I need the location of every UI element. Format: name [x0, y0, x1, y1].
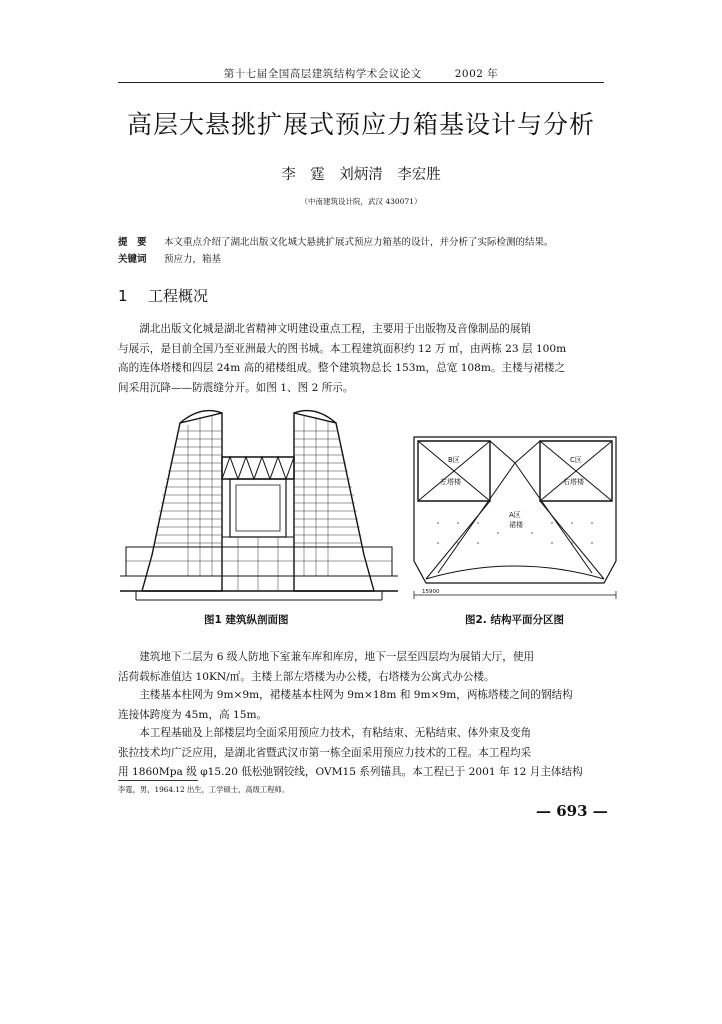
text-line: 活荷载标准值达 10KN/㎡。主楼上部左塔楼为办公楼，右塔楼为公寓式办公楼。 [118, 670, 495, 683]
affiliation: （中南建筑设计院，武汉 430071） [300, 197, 422, 206]
floor-lines [126, 415, 392, 591]
paragraph-2 [118, 648, 620, 687]
text-line: 湖北出版文化城是湖北省精神文明建设重点工程，主要用于出版物及音像制品的展销 [139, 323, 532, 335]
figure-1-section-drawing [118, 405, 400, 603]
figure-2-caption: 图2. 结构平面分区图 [465, 614, 564, 626]
footnote: 李霆，男，1964.12 出生，工学硕士，高级工程师。 [118, 785, 290, 794]
paragraph-1 [118, 320, 620, 398]
text-line: 间采用沉降——防震缝分开。如图 1、图 2 所示。 [118, 381, 354, 394]
zone-b-label: B区 [448, 456, 460, 464]
podium-label: 裙楼 [509, 521, 523, 529]
abstract-label: 提 要 [118, 237, 147, 248]
abstract-text: 本文重点介绍了湖北出版文化城大悬挑扩展式预应力箱基的设计，并分析了实际检测的结果。 [164, 237, 554, 248]
dimension-label: 15900 [422, 589, 440, 595]
zone-c-label: C区 [570, 456, 582, 464]
text-line: 本工程基础及上部楼层均全面采用预应力技术，有粘结束、无粘结束、体外束及变角 [139, 727, 532, 739]
text-line: 连接体跨度为 45m，高 15m。 [118, 708, 268, 721]
right-tower-label: 右塔楼 [563, 478, 584, 486]
keywords-label: 关键词 [118, 254, 147, 265]
paper-title: 高层大悬挑扩展式预应力箱基设计与分析 [126, 110, 595, 139]
section-heading [118, 285, 208, 306]
text-line: 用 1860Mpa 级 φ15.20 低松弛钢铰线，OVM15 系列锚具。本工程已于 2001 年 12 月主体结构 [118, 766, 583, 779]
page-number: — 693 — [536, 802, 608, 820]
section-number: 1 [118, 287, 128, 305]
text-line: 与展示，是目前全国乃至亚洲最大的图书城。本工程建筑面积约 12 万 ㎡，由两栋 23 层 100m [118, 342, 567, 355]
footnote-rule [118, 780, 198, 781]
paragraph-4 [118, 724, 620, 783]
text-line: 张拉技术均广泛应用，是湖北省暨武汉市第一栋全面采用预应力技术的工程。本工程均采 [118, 746, 532, 759]
header-rule [118, 82, 604, 83]
paragraph-3 [118, 686, 620, 725]
running-header: 第十七届全国高层建筑结构学术会议论文 2002 年 [223, 68, 499, 80]
figure-1-caption: 图1 建筑纵剖面图 [204, 614, 289, 626]
zone-a-label: A区 [509, 511, 521, 519]
abstract [118, 234, 618, 248]
figure-2-plan-drawing [408, 433, 622, 603]
keywords [118, 251, 618, 265]
text-line: 主楼基本柱网为 9m×9m，裙楼基本柱网为 9m×18m 和 9m×9m，两栋塔楼之间的钢结构 [139, 689, 573, 701]
section-title: 工程概况 [148, 287, 209, 305]
text-line: 高的连体塔楼和四层 24m 高的裙楼组成。整个建筑物总长 153m，总宽 108m。主楼与裙楼之 [118, 362, 566, 375]
left-tower-label: 左塔楼 [440, 478, 461, 486]
authors: 李 霆 刘炳清 李宏胜 [281, 167, 441, 183]
text-line: 建筑地下二层为 6 级人防地下室兼车库和库房，地下一层至四层均为展销大厅，使用 [139, 651, 535, 663]
keywords-text: 预应力，箱基 [164, 254, 222, 265]
